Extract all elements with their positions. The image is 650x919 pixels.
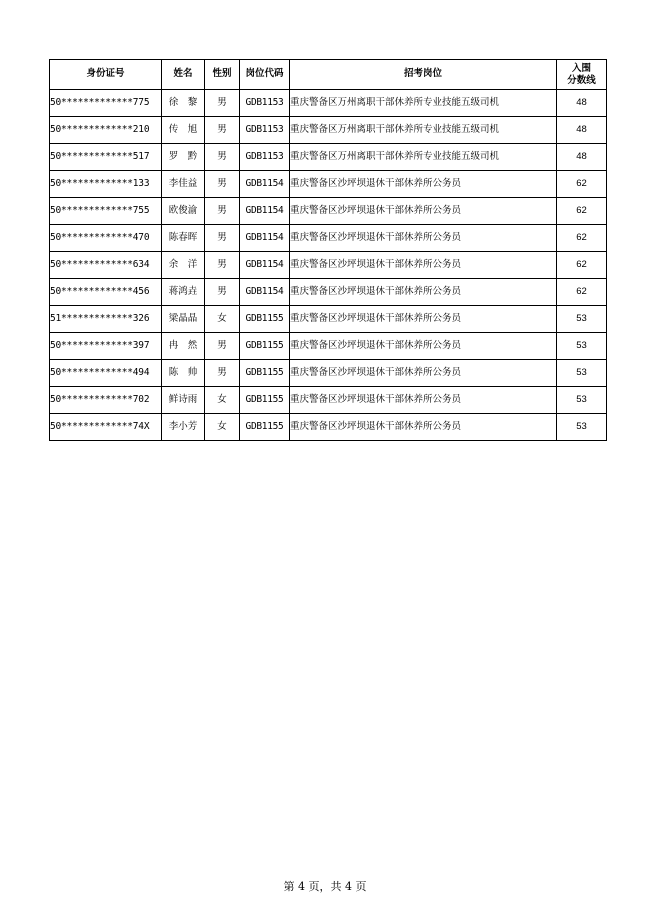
id-number-cell: 50*************702 (50, 387, 162, 414)
header-position: 招考岗位 (290, 60, 557, 90)
table-row (50, 387, 607, 414)
cutoff-score-cell: 53 (557, 414, 607, 441)
position-code-cell: GDB1154 (240, 252, 290, 279)
position-cell: 重庆警备区沙坪坝退休干部休养所公务员 (290, 333, 557, 360)
table-row (50, 252, 607, 279)
gender-cell: 女 (205, 306, 240, 333)
cutoff-score-cell: 48 (557, 117, 607, 144)
cutoff-score-cell: 53 (557, 360, 607, 387)
gender-cell: 男 (205, 144, 240, 171)
gender-cell: 女 (205, 387, 240, 414)
position-code-cell: GDB1155 (240, 387, 290, 414)
id-number-cell: 50*************494 (50, 360, 162, 387)
table-row (50, 414, 607, 441)
position-code-cell: GDB1155 (240, 333, 290, 360)
header-gender: 性别 (205, 60, 240, 90)
header-position-code: 岗位代码 (240, 60, 290, 90)
table-row (50, 306, 607, 333)
table-row (50, 117, 607, 144)
name-cell: 蒋鸿垚 (162, 279, 205, 306)
cutoff-score-cell: 62 (557, 198, 607, 225)
table-row (50, 90, 607, 117)
name-cell: 传 旭 (162, 117, 205, 144)
position-cell: 重庆警备区沙坪坝退休干部休养所公务员 (290, 171, 557, 198)
position-code-cell: GDB1155 (240, 360, 290, 387)
table-row (50, 279, 607, 306)
position-code-cell: GDB1154 (240, 225, 290, 252)
position-cell: 重庆警备区万州离职干部休养所专业技能五级司机 (290, 90, 557, 117)
header-id-number: 身份证号 (50, 60, 162, 90)
id-number-cell: 50*************470 (50, 225, 162, 252)
header-name: 姓名 (162, 60, 205, 90)
table-row (50, 333, 607, 360)
position-cell: 重庆警备区沙坪坝退休干部休养所公务员 (290, 414, 557, 441)
gender-cell: 男 (205, 279, 240, 306)
header-cutoff-score (557, 60, 607, 90)
cutoff-score-cell: 48 (557, 144, 607, 171)
table-row (50, 198, 607, 225)
position-cell: 重庆警备区沙坪坝退休干部休养所公务员 (290, 225, 557, 252)
id-number-cell: 50*************456 (50, 279, 162, 306)
id-number-cell: 50*************74X (50, 414, 162, 441)
id-number-cell: 50*************210 (50, 117, 162, 144)
cutoff-score-cell: 62 (557, 225, 607, 252)
table-row (50, 144, 607, 171)
gender-cell: 男 (205, 225, 240, 252)
header-cutoff-score-line1: 入围 (571, 62, 591, 74)
position-cell: 重庆警备区沙坪坝退休干部休养所公务员 (290, 198, 557, 225)
cutoff-score-cell: 53 (557, 387, 607, 414)
gender-cell: 男 (205, 252, 240, 279)
cutoff-score-cell: 62 (557, 171, 607, 198)
name-cell: 罗 黔 (162, 144, 205, 171)
gender-cell: 男 (205, 333, 240, 360)
position-cell: 重庆警备区沙坪坝退休干部休养所公务员 (290, 252, 557, 279)
gender-cell: 男 (205, 117, 240, 144)
position-code-cell: GDB1153 (240, 144, 290, 171)
name-cell: 徐 黎 (162, 90, 205, 117)
position-code-cell: GDB1155 (240, 414, 290, 441)
name-cell: 冉 然 (162, 333, 205, 360)
table-header-row (50, 60, 607, 90)
cutoff-score-cell: 53 (557, 306, 607, 333)
gender-cell: 女 (205, 414, 240, 441)
gender-cell: 男 (205, 360, 240, 387)
name-cell: 李佳益 (162, 171, 205, 198)
position-cell: 重庆警备区沙坪坝退休干部休养所公务员 (290, 279, 557, 306)
position-cell: 重庆警备区沙坪坝退休干部休养所公务员 (290, 306, 557, 333)
table-row (50, 225, 607, 252)
position-code-cell: GDB1154 (240, 279, 290, 306)
id-number-cell: 51*************326 (50, 306, 162, 333)
gender-cell: 男 (205, 90, 240, 117)
name-cell: 余 洋 (162, 252, 205, 279)
name-cell: 陈 帅 (162, 360, 205, 387)
candidate-table (49, 59, 607, 441)
table-row (50, 171, 607, 198)
id-number-cell: 50*************775 (50, 90, 162, 117)
id-number-cell: 50*************517 (50, 144, 162, 171)
position-cell: 重庆警备区沙坪坝退休干部休养所公务员 (290, 387, 557, 414)
id-number-cell: 50*************634 (50, 252, 162, 279)
cutoff-score-cell: 62 (557, 279, 607, 306)
position-code-cell: GDB1155 (240, 306, 290, 333)
table-row (50, 360, 607, 387)
position-code-cell: GDB1153 (240, 117, 290, 144)
position-cell: 重庆警备区万州离职干部休养所专业技能五级司机 (290, 144, 557, 171)
table-body (50, 90, 607, 441)
name-cell: 李小芳 (162, 414, 205, 441)
position-cell: 重庆警备区万州离职干部休养所专业技能五级司机 (290, 117, 557, 144)
position-cell: 重庆警备区沙坪坝退休干部休养所公务员 (290, 360, 557, 387)
gender-cell: 男 (205, 171, 240, 198)
name-cell: 鲜诗雨 (162, 387, 205, 414)
cutoff-score-cell: 48 (557, 90, 607, 117)
cutoff-score-cell: 62 (557, 252, 607, 279)
name-cell: 梁晶晶 (162, 306, 205, 333)
page-number-footer: 第 4 页，共 4 页 (283, 880, 367, 893)
position-code-cell: GDB1153 (240, 90, 290, 117)
cutoff-score-cell: 53 (557, 333, 607, 360)
header-cutoff-score-line2: 分数线 (567, 74, 596, 86)
position-code-cell: GDB1154 (240, 198, 290, 225)
name-cell: 欧俊渝 (162, 198, 205, 225)
id-number-cell: 50*************397 (50, 333, 162, 360)
gender-cell: 男 (205, 198, 240, 225)
position-code-cell: GDB1154 (240, 171, 290, 198)
id-number-cell: 50*************755 (50, 198, 162, 225)
id-number-cell: 50*************133 (50, 171, 162, 198)
name-cell: 陈春晖 (162, 225, 205, 252)
